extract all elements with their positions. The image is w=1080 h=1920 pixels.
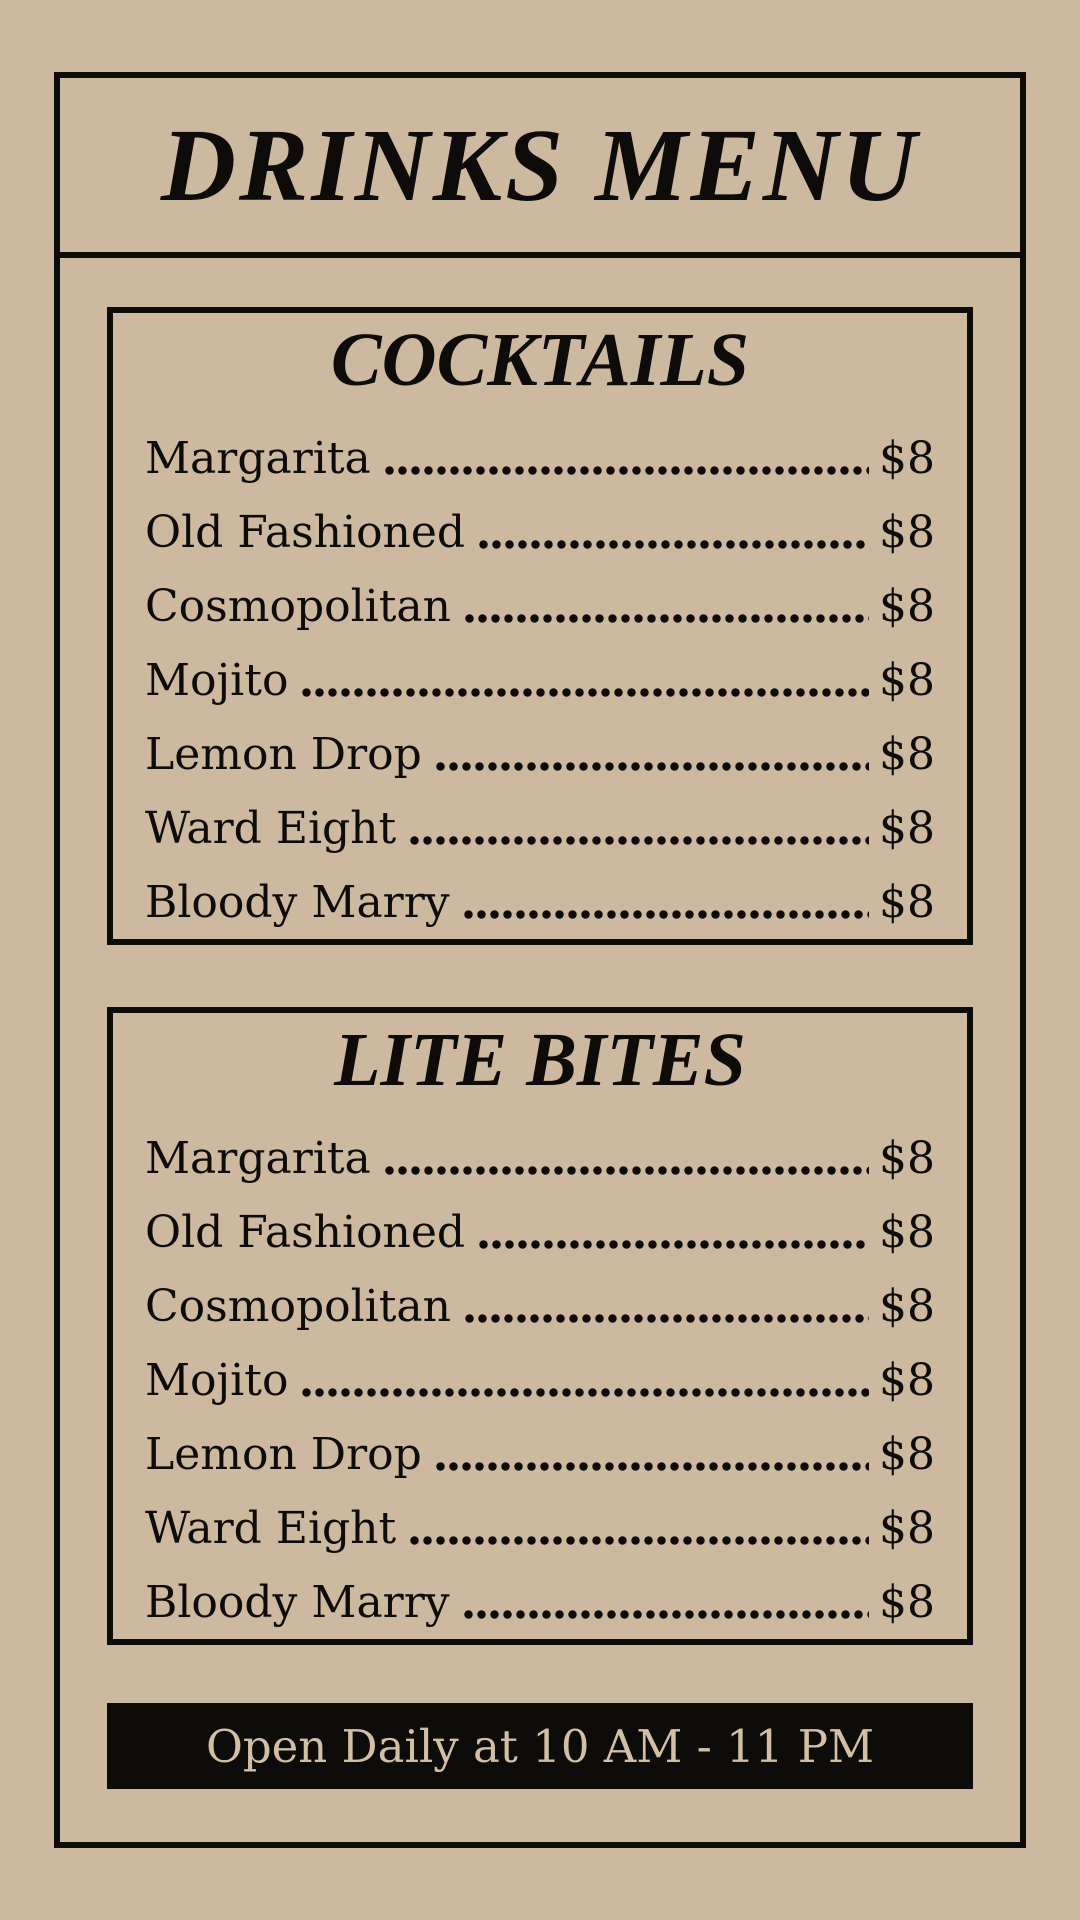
dotted-leader bbox=[477, 1240, 869, 1249]
section-lite-bites-title: LITE BITES bbox=[334, 1018, 746, 1103]
dotted-leader bbox=[408, 836, 869, 845]
item-name: Cosmopolitan bbox=[145, 580, 452, 632]
item-price: $8 bbox=[879, 1132, 935, 1184]
item-name: Lemon Drop bbox=[145, 1428, 422, 1480]
item-name: Bloody Marry bbox=[145, 876, 450, 928]
item-name: Margarita bbox=[145, 432, 371, 484]
title-band bbox=[60, 78, 1020, 258]
menu-item-row bbox=[145, 853, 935, 927]
item-name: Mojito bbox=[145, 654, 289, 706]
menu-item-row bbox=[145, 557, 935, 631]
cocktails-list bbox=[145, 409, 935, 927]
menu-item-row bbox=[145, 483, 935, 557]
menu-item-row bbox=[145, 1479, 935, 1553]
item-price: $8 bbox=[879, 1354, 935, 1406]
hours-bar bbox=[107, 1703, 973, 1789]
menu-item-row bbox=[145, 1553, 935, 1627]
dotted-leader bbox=[408, 1536, 869, 1545]
item-price: $8 bbox=[879, 1576, 935, 1628]
item-price: $8 bbox=[879, 1206, 935, 1258]
section-cocktails-title: COCKTAILS bbox=[330, 318, 750, 402]
item-price: $8 bbox=[879, 876, 935, 928]
dotted-leader bbox=[383, 466, 869, 475]
item-name: Ward Eight bbox=[145, 1502, 397, 1554]
item-name: Lemon Drop bbox=[145, 728, 422, 780]
menu-item-row bbox=[145, 631, 935, 705]
item-price: $8 bbox=[879, 506, 935, 558]
dotted-leader bbox=[477, 540, 869, 549]
menu-item-row bbox=[145, 1331, 935, 1405]
dotted-leader bbox=[383, 1166, 869, 1175]
dotted-leader bbox=[462, 910, 869, 919]
item-name: Bloody Marry bbox=[145, 1576, 450, 1628]
menu-frame bbox=[54, 72, 1026, 1848]
item-price: $8 bbox=[879, 654, 935, 706]
dotted-leader bbox=[300, 1388, 869, 1397]
item-price: $8 bbox=[879, 728, 935, 780]
lite-bites-list bbox=[145, 1109, 935, 1627]
dotted-leader bbox=[462, 1610, 869, 1619]
menu-item-row bbox=[145, 1109, 935, 1183]
item-name: Mojito bbox=[145, 1354, 289, 1406]
page-title: DRINKS MENU bbox=[160, 107, 920, 223]
item-name: Old Fashioned bbox=[145, 506, 466, 558]
menu-item-row bbox=[145, 1405, 935, 1479]
dotted-leader bbox=[300, 688, 869, 697]
item-price: $8 bbox=[879, 802, 935, 854]
menu-item-row bbox=[145, 1257, 935, 1331]
menu-item-row bbox=[145, 1183, 935, 1257]
item-price: $8 bbox=[879, 1280, 935, 1332]
dotted-leader bbox=[434, 762, 869, 771]
section-cocktails bbox=[107, 307, 973, 945]
item-price: $8 bbox=[879, 580, 935, 632]
dotted-leader bbox=[463, 614, 869, 623]
item-price: $8 bbox=[879, 1502, 935, 1554]
item-name: Old Fashioned bbox=[145, 1206, 466, 1258]
dotted-leader bbox=[463, 1314, 869, 1323]
item-name: Cosmopolitan bbox=[145, 1280, 452, 1332]
menu-item-row bbox=[145, 779, 935, 853]
dotted-leader bbox=[434, 1462, 869, 1471]
item-price: $8 bbox=[879, 1428, 935, 1480]
section-lite-bites bbox=[107, 1007, 973, 1645]
item-name: Margarita bbox=[145, 1132, 371, 1184]
menu-item-row bbox=[145, 705, 935, 779]
menu-item-row bbox=[145, 409, 935, 483]
hours-text: Open Daily at 10 AM - 11 PM bbox=[205, 1719, 875, 1773]
item-name: Ward Eight bbox=[145, 802, 397, 854]
item-price: $8 bbox=[879, 432, 935, 484]
